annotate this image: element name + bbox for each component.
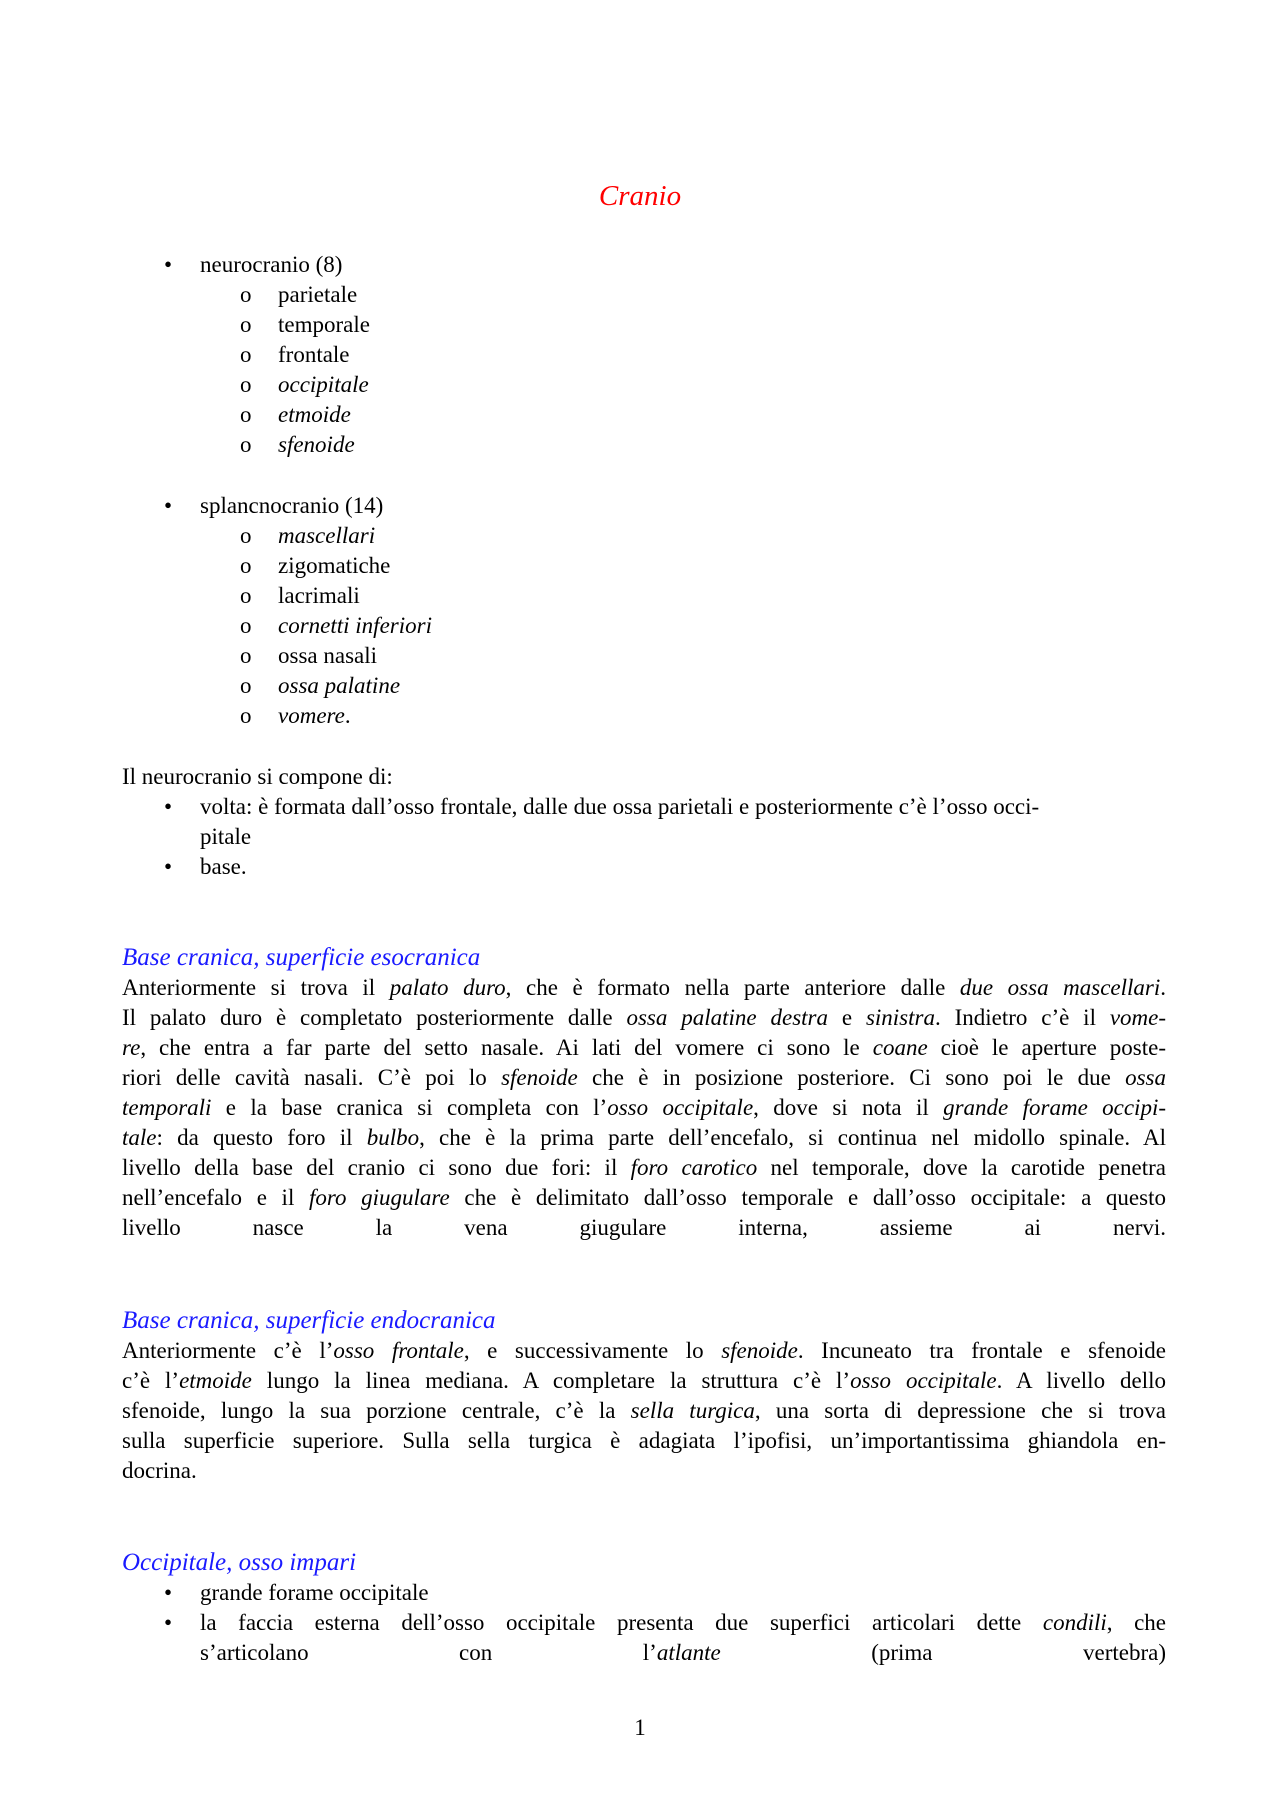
paragraph-line: Anteriormente c’è l’osso frontale, e successivamente lo sfenoide. Incuneato tra frontale e sfenoide	[122, 1338, 1166, 1363]
circle-bullet-icon: o	[240, 613, 252, 638]
bullet-icon: •	[164, 493, 173, 518]
paragraph-line: docrina.	[122, 1458, 197, 1483]
page-number: 1	[634, 1715, 646, 1740]
paragraph-line: livello nasce la vena giugulare interna, assieme ai nervi.	[122, 1215, 1166, 1240]
list-item: frontale	[278, 342, 350, 367]
circle-bullet-icon: o	[240, 673, 252, 698]
bullet-icon: •	[164, 854, 173, 879]
paragraph-esocranica	[122, 973, 1166, 1243]
splancnocranio-label: splancnocranio (14)	[200, 493, 384, 518]
list-item: occipitale	[278, 372, 369, 397]
volta-line-1: volta: è formata dall’osso frontale, dalle due ossa parietali e posteriormente c’è l’osso occi-	[200, 794, 1040, 819]
paragraph-line: riori delle cavità nasali. C’è poi lo sfenoide che è in posizione posteriore. Ci sono poi le due ossa	[122, 1065, 1167, 1090]
circle-bullet-icon: o	[240, 282, 252, 307]
circle-bullet-icon: o	[240, 703, 252, 728]
list-item: zigomatiche	[278, 553, 391, 578]
list-item: sfenoide	[278, 432, 355, 457]
section-heading-esocranica: Base cranica, superficie esocranica	[122, 944, 481, 971]
circle-bullet-icon: o	[240, 553, 252, 578]
list-item: temporale	[278, 312, 370, 337]
paragraph-line: livello della base del cranio ci sono due fori: il foro carotico nel temporale, dove la carotide penetra	[122, 1155, 1166, 1180]
paragraph-line: sfenoide, lungo la sua porzione centrale, c’è la sella turgica, una sorta di depressione che si trova	[122, 1398, 1166, 1423]
bullet-icon: •	[164, 252, 173, 277]
paragraph-line: temporali e la base cranica si completa con l’osso occipitale, dove si nota il grande forame occipi-	[122, 1095, 1166, 1120]
list-item	[200, 1608, 1166, 1668]
paragraph-line: nell’encefalo e il foro giugulare che è delimitato dall’osso temporale e dall’osso occipitale: a questo	[122, 1185, 1166, 1210]
paragraph-line: sulla superficie superiore. Sulla sella turgica è adagiata l’ipofisi, un’importantissima ghiandola en-	[122, 1428, 1166, 1453]
circle-bullet-icon: o	[240, 432, 252, 457]
paragraph-line: tale: da questo foro il bulbo, che è la prima parte dell’encefalo, si continua nel midollo spinale. Al	[122, 1125, 1167, 1150]
list-item: etmoide	[278, 402, 351, 427]
list-item: cornetti inferiori	[278, 613, 432, 638]
intro-line: Il neurocranio si compone di:	[122, 764, 393, 789]
paragraph-line: re, che entra a far parte del setto nasale. Ai lati del vomere ci sono le coane cioè le aperture poste-	[122, 1035, 1166, 1060]
paragraph-line: Anteriormente si trova il palato duro, che è formato nella parte anteriore dalle due ossa mascellari.	[122, 975, 1166, 1000]
section-heading-occipitale: Occipitale, osso impari	[122, 1549, 357, 1576]
circle-bullet-icon: o	[240, 342, 252, 367]
list-item: ossa palatine	[278, 673, 401, 698]
paragraph-endocranica	[122, 1336, 1166, 1486]
circle-bullet-icon: o	[240, 312, 252, 337]
list-item: vomere.	[278, 703, 351, 728]
paragraph-line: c’è l’etmoide lungo la linea mediana. A completare la struttura c’è l’osso occipitale. A livello dello	[122, 1368, 1166, 1393]
paragraph-line: Il palato duro è completato posteriormente dalle ossa palatine destra e sinistra. Indietro c’è il vome-	[122, 1005, 1167, 1030]
list-item: grande forame occipitale	[200, 1580, 429, 1605]
neurocranio-label: neurocranio (8)	[200, 252, 343, 277]
section-heading-endocranica: Base cranica, superficie endocranica	[122, 1307, 496, 1334]
bullet-icon: •	[164, 1580, 173, 1605]
list-item: parietale	[278, 282, 358, 307]
list-item: lacrimali	[278, 583, 360, 608]
circle-bullet-icon: o	[240, 523, 252, 548]
paragraph-line: s’articolano con l’atlante (prima vertebra)	[200, 1640, 1166, 1665]
bullet-icon: •	[164, 794, 173, 819]
list-item: ossa nasali	[278, 643, 378, 668]
page-title: Cranio	[598, 180, 682, 212]
list-item: mascellari	[278, 523, 376, 548]
base-item: base.	[200, 854, 247, 879]
circle-bullet-icon: o	[240, 372, 252, 397]
bullet-icon: •	[164, 1610, 173, 1635]
circle-bullet-icon: o	[240, 583, 252, 608]
paragraph-line: la faccia esterna dell’osso occipitale presenta due superfici articolari dette condili, che	[200, 1610, 1166, 1635]
circle-bullet-icon: o	[240, 402, 252, 427]
volta-line-2: pitale	[200, 824, 252, 849]
circle-bullet-icon: o	[240, 643, 252, 668]
